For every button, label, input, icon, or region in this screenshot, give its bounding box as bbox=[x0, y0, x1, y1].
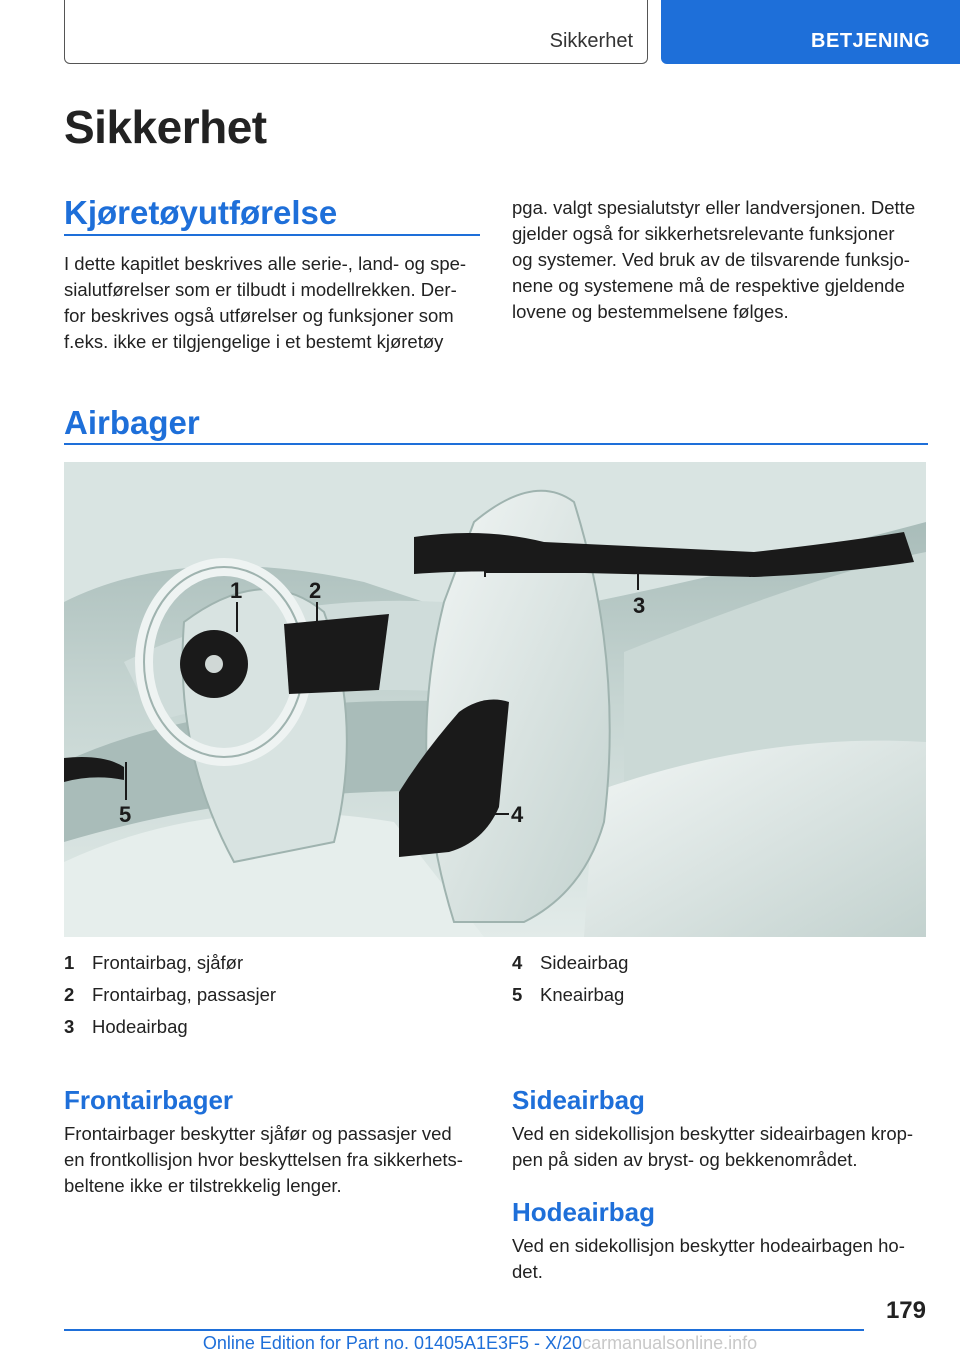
page-number: 179 bbox=[885, 1297, 926, 1324]
legend-number: 2 bbox=[64, 984, 75, 1005]
figure-label-3: 3 bbox=[633, 593, 646, 618]
page-title: Sikkerhet bbox=[64, 101, 267, 153]
legend-item bbox=[64, 1016, 464, 1048]
text-line: og systemer. Ved bruk av de tilsvarende funksjo- bbox=[512, 249, 910, 270]
legend-item bbox=[64, 984, 464, 1016]
legend-col2 bbox=[512, 952, 912, 1016]
section-tab bbox=[64, 0, 648, 64]
text-line: beltene ikke er tilstrekkelig lenger. bbox=[64, 1175, 342, 1196]
text-line: Ved en sidekollisjon beskytter hodeairbagen ho- bbox=[512, 1235, 905, 1256]
footer-edition-text: Online Edition for Part no. 01405A1E3F5 - X/20 bbox=[202, 1333, 583, 1353]
text-line: en frontkollisjon hvor beskyttelsen fra sikkerhets- bbox=[64, 1149, 463, 1170]
legend-item bbox=[512, 952, 912, 984]
footer-rule bbox=[64, 1329, 864, 1331]
watermark-logo: carmanualsonline.info bbox=[582, 1333, 758, 1353]
heading-sideairbag: Sideairbag bbox=[512, 1085, 645, 1115]
legend-item bbox=[64, 952, 464, 984]
figure-label-4: 4 bbox=[511, 802, 524, 827]
sideairbag-paragraph bbox=[512, 1121, 942, 1173]
figure-label-2: 2 bbox=[309, 578, 322, 603]
text-line: I dette kapitlet beskrives alle serie-, land- og spe- bbox=[64, 253, 467, 274]
heading-rule bbox=[64, 443, 928, 445]
hodeairbag-paragraph bbox=[512, 1233, 942, 1285]
text-line: gjelder også for sikkerhetsrelevante funksjoner bbox=[512, 223, 895, 244]
text-line: nene og systemene må de respektive gjeldende bbox=[512, 275, 905, 296]
heading-rule bbox=[64, 234, 480, 236]
heading-airbager: Airbager bbox=[64, 404, 200, 441]
legend-number: 3 bbox=[64, 1016, 75, 1037]
legend-number: 1 bbox=[64, 952, 75, 973]
heading-frontairbager: Frontairbager bbox=[64, 1085, 234, 1115]
chapter-tab-label: BETJENING bbox=[811, 30, 930, 52]
text-line: f.eks. ikke er tilgjengelige i et bestemt kjøretøy bbox=[64, 331, 444, 352]
footer bbox=[0, 1333, 960, 1354]
legend-item bbox=[512, 984, 912, 1016]
figure-label-1: 1 bbox=[230, 578, 243, 603]
kjoretoy-paragraph-col2 bbox=[512, 195, 937, 325]
chapter-tab bbox=[661, 0, 960, 64]
text-line: Ved en sidekollisjon beskytter sideairbagen krop- bbox=[512, 1123, 914, 1144]
legend-col1 bbox=[64, 952, 464, 1048]
legend-text: Kneairbag bbox=[540, 984, 625, 1005]
frontairbager-paragraph bbox=[64, 1121, 494, 1199]
text-line: pen på siden av bryst- og bekkenområdet. bbox=[512, 1149, 858, 1170]
legend-text: Sideairbag bbox=[540, 952, 629, 973]
heading-hodeairbag: Hodeairbag bbox=[512, 1197, 656, 1227]
text-line: lovene og bestemmelsene følges. bbox=[512, 301, 789, 322]
text-line: sialutførelser som er tilbudt i modellrekken. Der- bbox=[64, 279, 457, 300]
airbag-illustration bbox=[64, 462, 926, 937]
legend-number: 5 bbox=[512, 984, 523, 1005]
section-tab-label: Sikkerhet bbox=[549, 30, 633, 52]
figure-label-5: 5 bbox=[119, 802, 132, 827]
heading-kjoretoyutforelse: Kjøretøyutførelse bbox=[64, 194, 338, 231]
text-line: for beskrives også utførelser og funksjoner som bbox=[64, 305, 454, 326]
legend-text: Hodeairbag bbox=[92, 1016, 188, 1037]
kjoretoy-paragraph-col1 bbox=[64, 251, 484, 355]
legend-number: 4 bbox=[512, 952, 523, 973]
text-line: det. bbox=[512, 1261, 543, 1282]
text-line: Frontairbager beskytter sjåfør og passasjer ved bbox=[64, 1123, 452, 1144]
legend-text: Frontairbag, sjåfør bbox=[92, 952, 244, 973]
text-line: pga. valgt spesialutstyr eller landversjonen. Dette bbox=[512, 197, 916, 218]
legend-text: Frontairbag, passasjer bbox=[92, 984, 277, 1005]
